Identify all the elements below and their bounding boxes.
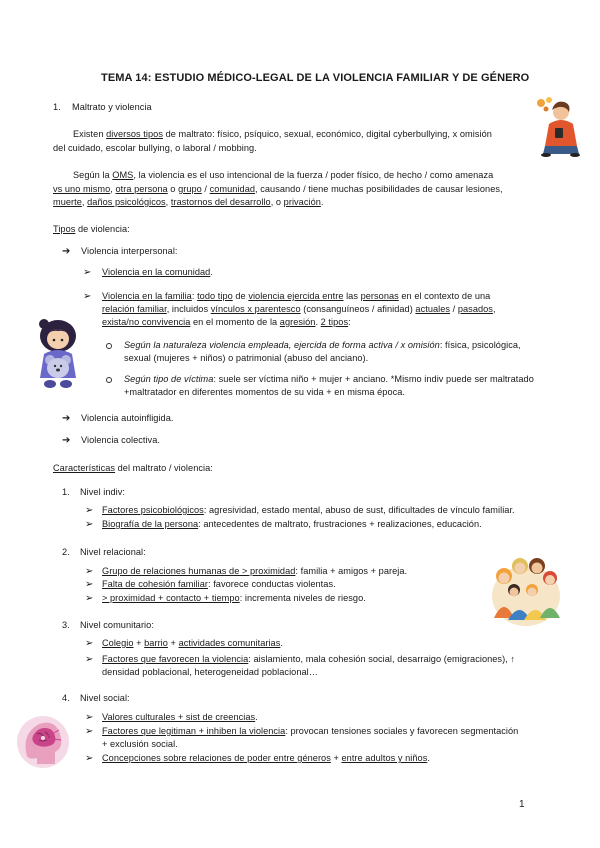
text: , <box>165 197 171 207</box>
list-item: Violencia autoinfligida. <box>81 413 174 423</box>
list-item <box>102 711 258 724</box>
list-item <box>102 578 336 591</box>
text: . <box>320 197 324 207</box>
text: Existen <box>73 129 107 139</box>
brain-head-illustration <box>15 712 71 772</box>
underlined-term: diversos tipos <box>106 129 163 139</box>
tipos-heading <box>53 223 130 236</box>
paragraph-line <box>73 169 503 182</box>
level-title: Nivel social: <box>80 693 130 703</box>
text: o <box>167 184 179 194</box>
text: : <box>191 291 198 301</box>
underlined-term: privación <box>283 197 321 207</box>
underlined-term: Factores que favorecen la violencia <box>102 654 249 664</box>
paragraph-line: del cuidado, escolar bullying, o laboral / mobbing. <box>53 143 257 153</box>
underlined-term: Violencia en la familia <box>102 291 192 301</box>
text: , incluidos <box>166 304 211 314</box>
section-number: 1. <box>53 102 61 112</box>
level-number: 4. <box>62 693 70 703</box>
arrowhead-bullet-icon: ➢ <box>85 726 94 737</box>
text: . <box>315 317 321 327</box>
underlined-term: Concepciones sobre relaciones de poder entre géneros <box>102 753 331 763</box>
arrowhead-bullet-icon: ➢ <box>85 753 94 764</box>
underlined-term: Factores que legitiman + inhiben la violencia <box>102 726 286 736</box>
underlined-term: grupo <box>178 184 202 194</box>
boy-with-phone-illustration <box>533 94 583 158</box>
arrow-bullet-icon: ➔ <box>62 413 71 424</box>
arrowhead-bullet-icon: ➢ <box>85 654 94 665</box>
underlined-term: personas <box>360 291 399 301</box>
text: de <box>232 291 249 301</box>
text: : aislamiento, mala cohesión social, desarraigo (emigraciones), ↑ <box>248 654 516 664</box>
underlined-term: Valores culturales + sist de creencias <box>102 712 256 722</box>
list-item: Violencia interpersonal: <box>81 246 178 256</box>
underlined-term: actividades comunitarias <box>178 638 281 648</box>
underlined-term: 2 tipos <box>320 317 349 327</box>
page-number: 1 <box>519 799 525 810</box>
circle-bullet-icon <box>106 343 112 349</box>
list-item <box>102 637 283 650</box>
page-title: TEMA 14: ESTUDIO MÉDICO-LEGAL DE LA VIOLENCIA FAMILIAR Y DE GÉNERO <box>101 72 530 84</box>
list-item-line: densidad poblacional, heterogeneidad poblacional… <box>102 667 318 677</box>
text: , o <box>270 197 284 207</box>
arrowhead-bullet-icon: ➢ <box>85 519 94 530</box>
underlined-term: Colegio <box>102 638 134 648</box>
list-item <box>102 266 213 279</box>
arrowhead-bullet-icon: ➢ <box>85 593 94 604</box>
sub-list-item <box>124 339 521 352</box>
underlined-term: Violencia en la comunidad <box>102 267 211 277</box>
underlined-term: entre adultos y niños <box>341 753 428 763</box>
text: , <box>110 184 116 194</box>
text: + <box>167 638 179 648</box>
list-item-line <box>102 316 351 329</box>
text: : familia + amigos + pareja. <box>295 566 408 576</box>
section-heading: Maltrato y violencia <box>72 102 152 112</box>
underlined-term: comunidad <box>209 184 256 194</box>
text: + <box>133 638 145 648</box>
underlined-term: daños psicológicos <box>87 197 166 207</box>
underlined-term: actuales <box>415 304 451 314</box>
list-item <box>102 504 515 517</box>
text: Según la <box>73 170 113 180</box>
underlined-term: Factores psicobiológicos <box>102 505 204 515</box>
caracteristicas-heading <box>53 462 213 475</box>
text: . <box>255 712 258 722</box>
arrowhead-bullet-icon: ➢ <box>83 291 92 302</box>
text: : incrementa niveles de riesgo. <box>239 593 366 603</box>
list-item <box>102 653 515 666</box>
text: . <box>210 267 213 277</box>
text: : agresividad, estado mental, abuso de sust, dificultades de vínculo familiar. <box>203 505 515 515</box>
underlined-term: vínculos x parentesco <box>210 304 301 314</box>
arrowhead-bullet-icon: ➢ <box>85 566 94 577</box>
underlined-term: Biografía de la persona <box>102 519 199 529</box>
level-number: 1. <box>62 487 70 497</box>
underlined-term: exista/no convivencia <box>102 317 191 327</box>
underlined-term: Falta de cohesión familiar <box>102 579 208 589</box>
arrowhead-bullet-icon: ➢ <box>85 638 94 649</box>
text: de violencia: <box>75 224 130 234</box>
underlined-term: Tipos <box>53 224 76 234</box>
underlined-term: vs uno mismo <box>53 184 111 194</box>
paragraph-line <box>73 128 492 141</box>
list-item <box>102 565 407 578</box>
list-item-line: + exclusión social. <box>102 739 178 749</box>
level-title: Nivel comunitario: <box>80 620 154 630</box>
level-number: 2. <box>62 547 70 557</box>
sub-list-item-line: +maltratador en diferentes momentos de su vida + en misma época. <box>124 387 406 397</box>
text: (consanguíneos / afinidad) <box>300 304 416 314</box>
underlined-term: todo tipo <box>197 291 233 301</box>
girl-with-teddy-illustration <box>30 316 86 392</box>
underlined-term: barrio <box>144 638 168 648</box>
text: : favorece conductas violentas. <box>208 579 336 589</box>
list-item-line <box>102 303 496 316</box>
arrowhead-bullet-icon: ➢ <box>83 267 92 278</box>
text: / <box>450 304 458 314</box>
paragraph-line <box>53 183 503 196</box>
italic-term: Según la naturaleza violencia empleada, ejercida de forma activa / x omisión <box>124 340 440 350</box>
sub-list-item-line: sexual (mujeres + niños) o patrimonial (abuso del anciano). <box>124 353 369 363</box>
text: las <box>343 291 361 301</box>
paragraph-line <box>53 196 324 209</box>
list-item: Violencia colectiva. <box>81 435 160 445</box>
arrowhead-bullet-icon: ➢ <box>85 579 94 590</box>
text: . <box>280 638 283 648</box>
list-item <box>102 290 490 303</box>
text: : física, psicológica, <box>439 340 521 350</box>
text: del maltrato / violencia: <box>115 463 213 473</box>
text: . <box>427 753 430 763</box>
text: , causando / tiene muchas posibilidades de causar lesiones, <box>255 184 503 194</box>
underlined-term: otra persona <box>115 184 168 194</box>
text: : provocan tensiones sociales y favorecen segmentación <box>285 726 519 736</box>
text: : suele ser víctima niño + mujer + anciano. *Mismo indiv puede ser maltratado <box>213 374 534 384</box>
list-item <box>102 518 482 531</box>
sub-list-item <box>124 373 534 386</box>
arrow-bullet-icon: ➔ <box>62 246 71 257</box>
list-item <box>102 752 430 765</box>
arrowhead-bullet-icon: ➢ <box>85 712 94 723</box>
underlined-term: relación familiar <box>102 304 167 314</box>
list-item <box>102 592 366 605</box>
text: en el contexto de una <box>398 291 491 301</box>
text: , <box>492 304 496 314</box>
text: / <box>201 184 210 194</box>
text: , <box>81 197 88 207</box>
underlined-term: muerte <box>53 197 82 207</box>
underlined-term: pasados <box>457 304 493 314</box>
underlined-term: > proximidad + contacto + tiempo <box>102 593 240 603</box>
underlined-term: agresión <box>279 317 316 327</box>
level-number: 3. <box>62 620 70 630</box>
underlined-term: Características <box>53 463 116 473</box>
text: , la violencia es el uso intencional de la fuerza / poder físico, de hecho / como amenaza <box>133 170 494 180</box>
group-of-friends-illustration <box>490 548 562 628</box>
text: : antecedentes de maltrato, frustraciones + realizaciones, educación. <box>198 519 482 529</box>
underlined-term: OMS <box>112 170 134 180</box>
underlined-term: violencia ejercida entre <box>248 291 344 301</box>
text: + <box>330 753 342 763</box>
list-item <box>102 725 518 738</box>
arrow-bullet-icon: ➔ <box>62 435 71 446</box>
text: en el momento de la <box>190 317 280 327</box>
italic-term: Según tipo de víctima <box>124 374 214 384</box>
level-title: Nivel relacional: <box>80 547 146 557</box>
underlined-term: trastornos del desarrollo <box>170 197 271 207</box>
circle-bullet-icon <box>106 377 112 383</box>
text: : <box>348 317 351 327</box>
level-title: Nivel indiv: <box>80 487 126 497</box>
underlined-term: Grupo de relaciones humanas de > proximidad <box>102 566 296 576</box>
text: de maltrato: físico, psíquico, sexual, económico, digital cyberbullying, x omisión <box>162 129 492 139</box>
arrowhead-bullet-icon: ➢ <box>85 505 94 516</box>
